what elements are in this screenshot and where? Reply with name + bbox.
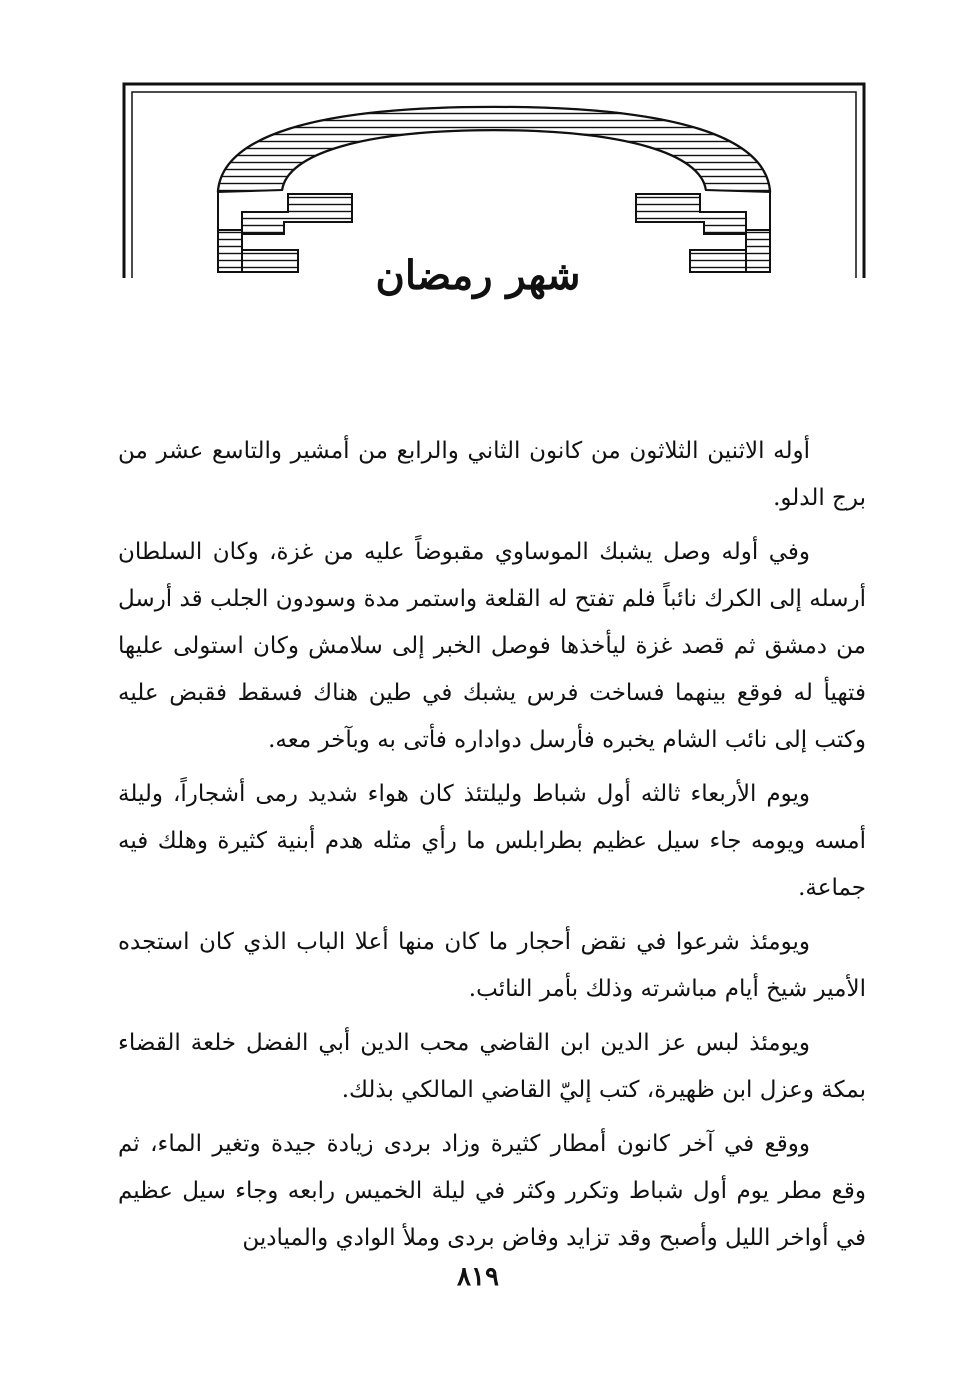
- chapter-title: شهر رمضان: [375, 252, 581, 299]
- paragraph: ويومئذ لبس عز الدين ابن القاضي محب الدين أبي الفضل خلعة القضاء بمكة وعزل ابن ظهيرة، كتب إليّ القاضي المالكي بذلك.: [118, 1030, 866, 1103]
- body-text: [118, 428, 866, 1269]
- page-number: ٨١٩: [457, 1262, 499, 1292]
- paragraph: ويومئذ شرعوا في نقض أحجار ما كان منها أعلا الباب الذي كان استجده الأمير شيخ أيام مباشرته وذلك بأمر النائب.: [118, 929, 866, 1002]
- paragraph: ووقع في آخر كانون أمطار كثيرة وزاد بردى زيادة جيدة وتغير الماء، ثم وقع مطر يوم أول شباط وتكرر وكثر في ليلة الخميس رابعه وجاء سيل عظيم في أواخر الليل وأصبح وقد تزايد وفاض بردى وملأ الوادي والميادين: [118, 1131, 866, 1251]
- paragraph: ويوم الأربعاء ثالثه أول شباط وليلتئذ كان هواء شديد رمى أشجاراً، وليلة أمسه ويومه جاء سيل عظيم بطرابلس ما رأي مثله هدم أبنية كثيرة وهلك فيه جماعة.: [118, 781, 866, 901]
- paragraph: أوله الاثنين الثلاثون من كانون الثاني والرابع من أمشير والتاسع عشر من برج الدلو.: [118, 438, 866, 511]
- paragraph: وفي أوله وصل يشبك الموساوي مقبوضاً عليه من غزة، وكان السلطان أرسله إلى الكرك نائباً فلم تفتح له القلعة واستمر مدة وسودون الجلب قد أرسل من دمشق ثم قصد غزة ليأخذها فوصل الخبر إلى سلامش وكان استولى عليها فتهيأ له فوقع بينهما فساخت فرس يشبك في طين هناك فسقط فقبض عليه وكتب إلى نائب الشام يخبره فأرسل دواداره فأتى به وبآخر معه.: [118, 539, 866, 753]
